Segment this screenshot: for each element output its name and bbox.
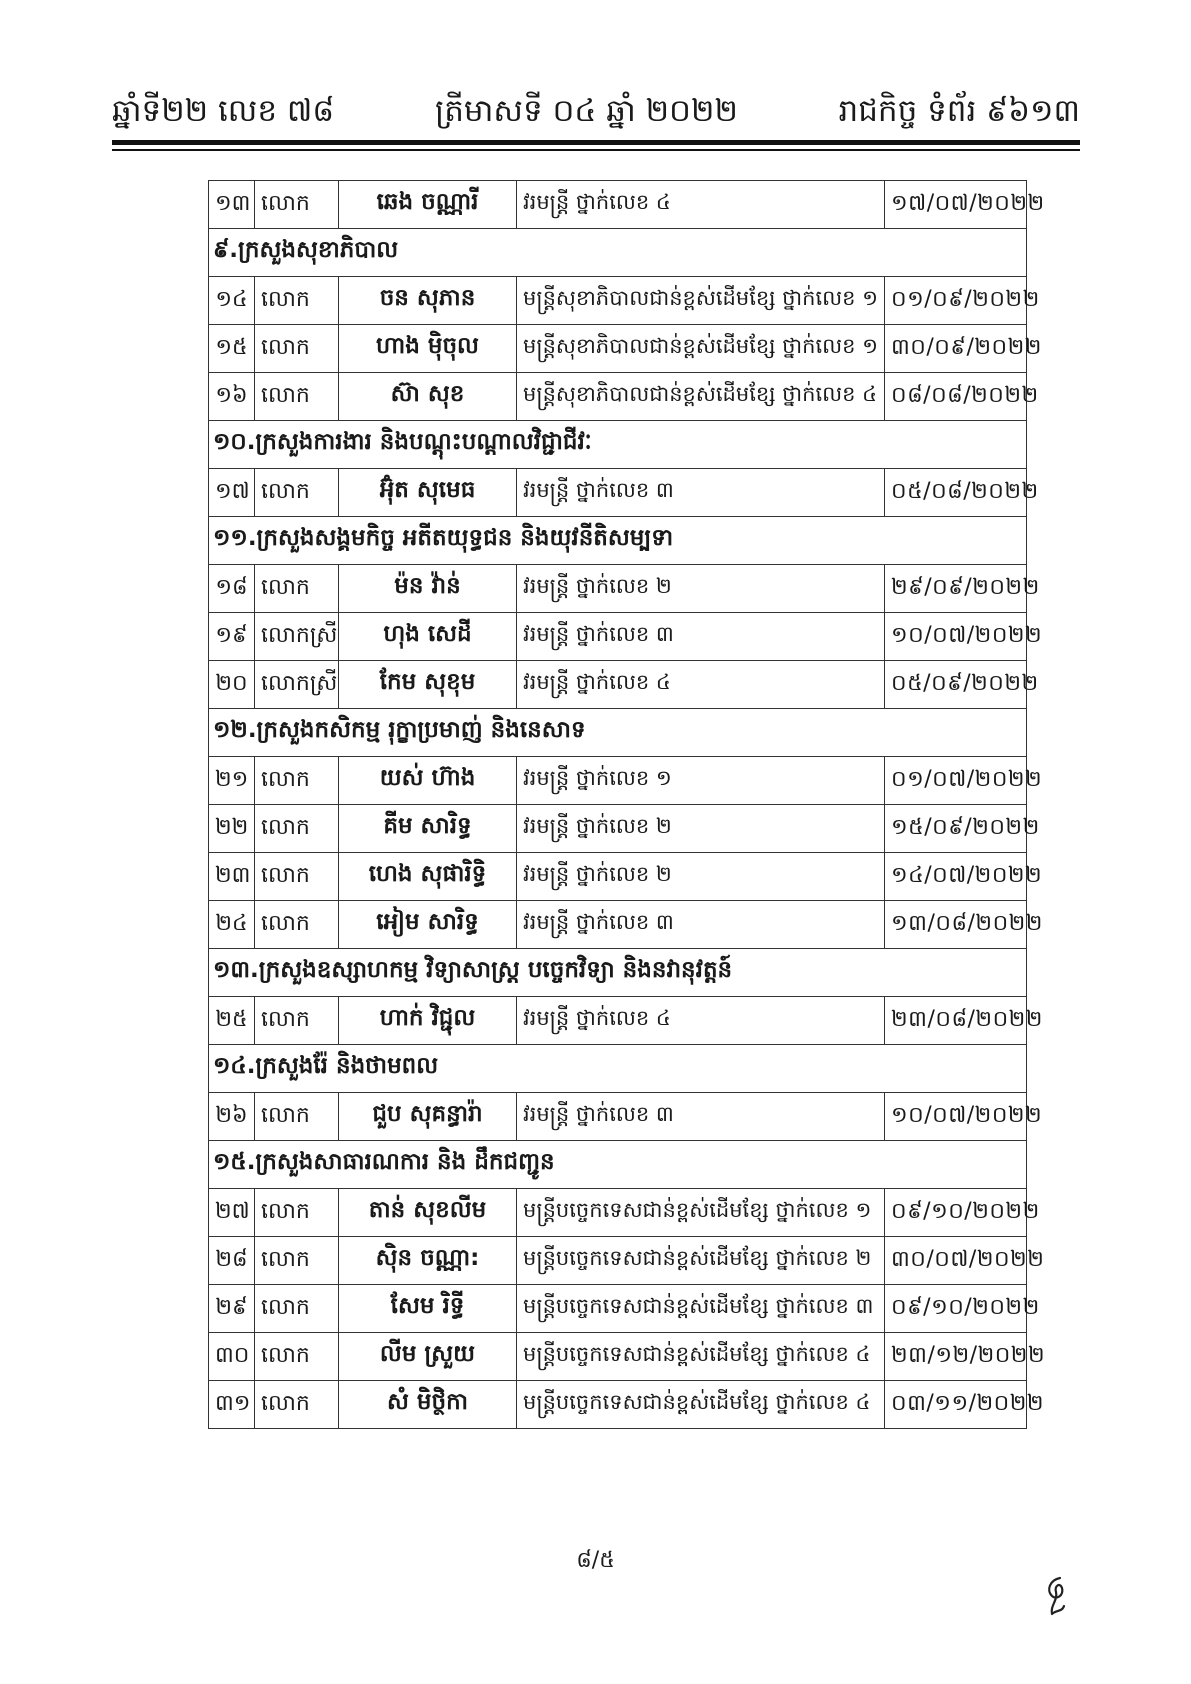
effective-date: ០៩/១០/២០២២ bbox=[885, 1189, 1027, 1237]
row-number: ១៧ bbox=[209, 469, 255, 517]
effective-date: ០១/០៧/២០២២ bbox=[885, 757, 1027, 805]
position-rank: វរមន្ត្រី ថ្នាក់លេខ ៣ bbox=[517, 469, 885, 517]
honorific: លោក bbox=[255, 901, 339, 949]
table-row bbox=[209, 661, 1027, 709]
person-name: ម៉ន វ៉ាន់ bbox=[339, 565, 517, 613]
table-row bbox=[209, 181, 1027, 229]
personnel-table-body bbox=[209, 181, 1046, 1429]
person-name: លីម ស្រួយ bbox=[339, 1333, 517, 1381]
section-header-row bbox=[209, 1045, 1027, 1093]
position-rank: វរមន្ត្រី ថ្នាក់លេខ ២ bbox=[517, 805, 885, 853]
honorific: លោក bbox=[255, 469, 339, 517]
section-header-row bbox=[209, 229, 1027, 277]
section-header-row bbox=[209, 517, 1027, 565]
section-title: ១១.ក្រសួងសង្គមកិច្ច អតីតយុទ្ធជន និងយុវនីតិសម្បទា bbox=[209, 517, 1027, 565]
row-number: ២៦ bbox=[209, 1093, 255, 1141]
honorific: លោក bbox=[255, 1237, 339, 1285]
position-rank: វរមន្ត្រី ថ្នាក់លេខ ១ bbox=[517, 757, 885, 805]
effective-date: ១៣/០៨/២០២២ bbox=[885, 901, 1027, 949]
table-row bbox=[209, 757, 1027, 805]
row-number: ៣០ bbox=[209, 1333, 255, 1381]
person-name: សំ មិថ្ថិកា bbox=[339, 1381, 517, 1429]
section-title: ១០.ក្រសួងការងារ និងបណ្តុះបណ្តាលវិជ្ជាជីវៈ bbox=[209, 421, 1027, 469]
position-rank: មន្ត្រីសុខាភិបាលជាន់ខ្ពស់ដើមខ្សែ ថ្នាក់លេខ ១ bbox=[517, 325, 885, 373]
person-name: ជួប សុគន្ធារ៉ា bbox=[339, 1093, 517, 1141]
honorific: លោក bbox=[255, 325, 339, 373]
row-number: ១៦ bbox=[209, 373, 255, 421]
header-issue: ឆ្នាំទី២២ លេខ ៧៨ bbox=[112, 93, 335, 129]
table-row bbox=[209, 1285, 1027, 1333]
effective-date: ០១/០៩/២០២២ bbox=[885, 277, 1027, 325]
position-rank: វរមន្ត្រី ថ្នាក់លេខ ៤ bbox=[517, 997, 885, 1045]
table-row bbox=[209, 373, 1027, 421]
person-name: ហុង សេដី bbox=[339, 613, 517, 661]
row-number: ១៩ bbox=[209, 613, 255, 661]
effective-date: ១០/០៧/២០២២ bbox=[885, 1093, 1027, 1141]
effective-date: ០៨/០៨/២០២២ bbox=[885, 373, 1027, 421]
honorific: លោក bbox=[255, 1189, 339, 1237]
personnel-table bbox=[208, 180, 1046, 1429]
section-header-row bbox=[209, 1141, 1027, 1189]
person-name: តាន់ សុខលីម bbox=[339, 1189, 517, 1237]
position-rank: មន្ត្រីបច្ចេកទេសជាន់ខ្ពស់ដើមខ្សែ ថ្នាក់លេខ ២ bbox=[517, 1237, 885, 1285]
person-name: ហាក់ វិជ្ជុល bbox=[339, 997, 517, 1045]
honorific: លោក bbox=[255, 997, 339, 1045]
position-rank: មន្ត្រីបច្ចេកទេសជាន់ខ្ពស់ដើមខ្សែ ថ្នាក់លេខ ៤ bbox=[517, 1381, 885, 1429]
table-row bbox=[209, 1189, 1027, 1237]
section-header-row bbox=[209, 421, 1027, 469]
personnel-table-container bbox=[208, 180, 1046, 1429]
row-number: ២៩ bbox=[209, 1285, 255, 1333]
header-quarter: ត្រីមាសទី ០៤ ឆ្នាំ ២០២២ bbox=[435, 93, 738, 129]
position-rank: វរមន្ត្រី ថ្នាក់លេខ ២ bbox=[517, 565, 885, 613]
row-number: ២៤ bbox=[209, 901, 255, 949]
section-header-row bbox=[209, 949, 1027, 997]
effective-date: ១៧/០៧/២០២២ bbox=[885, 181, 1027, 229]
person-name: សែម រិទ្ធី bbox=[339, 1285, 517, 1333]
page-number: ៨/៥ bbox=[576, 1548, 615, 1573]
person-name: យស់ ហ៊ាង bbox=[339, 757, 517, 805]
effective-date: ០៣/១១/២០២២ bbox=[885, 1381, 1027, 1429]
row-number: ២៣ bbox=[209, 853, 255, 901]
row-number: ៣១ bbox=[209, 1381, 255, 1429]
effective-date: ៣០/០៧/២០២២ bbox=[885, 1237, 1027, 1285]
table-row bbox=[209, 901, 1027, 949]
person-name: អ៊ុំត សុមេធ bbox=[339, 469, 517, 517]
honorific: លោក bbox=[255, 1093, 339, 1141]
section-title: ១៥.ក្រសួងសាធារណការ និង ដឹកជញ្ជូន bbox=[209, 1141, 1027, 1189]
person-name: កែម សុខុម bbox=[339, 661, 517, 709]
honorific: លោក bbox=[255, 373, 339, 421]
table-row bbox=[209, 613, 1027, 661]
honorific: លោក bbox=[255, 805, 339, 853]
row-number: ២០ bbox=[209, 661, 255, 709]
honorific: លោក bbox=[255, 757, 339, 805]
effective-date: ២៣/០៨/២០២២ bbox=[885, 997, 1027, 1045]
position-rank: មន្ត្រីសុខាភិបាលជាន់ខ្ពស់ដើមខ្សែ ថ្នាក់លេខ ៤ bbox=[517, 373, 885, 421]
header-rule-thin bbox=[112, 149, 1080, 151]
effective-date: ០៥/០៨/២០២២ bbox=[885, 469, 1027, 517]
effective-date: ១៥/០៩/២០២២ bbox=[885, 805, 1027, 853]
person-name: ឆេង ចណ្ណារី bbox=[339, 181, 517, 229]
table-row bbox=[209, 277, 1027, 325]
section-title: ១២.ក្រសួងកសិកម្ម រុក្ខាប្រមាញ់ និងនេសាទ bbox=[209, 709, 1027, 757]
honorific: លោកស្រី bbox=[255, 661, 339, 709]
position-rank: មន្ត្រីបច្ចេកទេសជាន់ខ្ពស់ដើមខ្សែ ថ្នាក់លេខ ១ bbox=[517, 1189, 885, 1237]
signature-initial-icon bbox=[1040, 1572, 1076, 1620]
section-title: ៩.ក្រសួងសុខាភិបាល bbox=[209, 229, 1027, 277]
person-name: ស៊ិន ចណ្ណា: bbox=[339, 1237, 517, 1285]
row-number: ២២ bbox=[209, 805, 255, 853]
person-name: ចន សុភាន bbox=[339, 277, 517, 325]
section-title: ១៤.ក្រសួងរ៉ែ និងថាមពល bbox=[209, 1045, 1027, 1093]
row-number: ១៤ bbox=[209, 277, 255, 325]
position-rank: វរមន្ត្រី ថ្នាក់លេខ ៤ bbox=[517, 181, 885, 229]
honorific: លោក bbox=[255, 565, 339, 613]
effective-date: ២៣/១២/២០២២ bbox=[885, 1333, 1027, 1381]
table-row bbox=[209, 853, 1027, 901]
honorific: លោក bbox=[255, 1381, 339, 1429]
row-number: ១៥ bbox=[209, 325, 255, 373]
row-number: ១៣ bbox=[209, 181, 255, 229]
section-title: ១៣.ក្រសួងឧស្សាហកម្ម វិទ្យាសាស្ត្រ បច្ចេកវិទ្យា និងនវានុវត្តន៍ bbox=[209, 949, 1027, 997]
row-number: ២១ bbox=[209, 757, 255, 805]
table-row bbox=[209, 325, 1027, 373]
table-row bbox=[209, 1093, 1027, 1141]
honorific: លោក bbox=[255, 853, 339, 901]
row-number: ២៥ bbox=[209, 997, 255, 1045]
position-rank: វរមន្ត្រី ថ្នាក់លេខ ៣ bbox=[517, 613, 885, 661]
table-row bbox=[209, 997, 1027, 1045]
person-name: ស៊ា សុខ bbox=[339, 373, 517, 421]
effective-date: ០៥/០៩/២០២២ bbox=[885, 661, 1027, 709]
honorific: លោក bbox=[255, 181, 339, 229]
page-header bbox=[112, 86, 1080, 146]
effective-date: ១០/០៧/២០២២ bbox=[885, 613, 1027, 661]
header-gazette-page: រាជកិច្ច ទំព័រ ៩៦១៣ bbox=[838, 93, 1080, 129]
position-rank: មន្ត្រីបច្ចេកទេសជាន់ខ្ពស់ដើមខ្សែ ថ្នាក់លេខ ៤ bbox=[517, 1333, 885, 1381]
effective-date: ២៩/០៩/២០២២ bbox=[885, 565, 1027, 613]
table-row bbox=[209, 469, 1027, 517]
honorific: លោក bbox=[255, 1285, 339, 1333]
table-row bbox=[209, 565, 1027, 613]
effective-date: ១៤/០៧/២០២២ bbox=[885, 853, 1027, 901]
honorific: លោក bbox=[255, 277, 339, 325]
header-rule-thick bbox=[112, 140, 1080, 145]
row-number: ២៨ bbox=[209, 1237, 255, 1285]
table-row bbox=[209, 1237, 1027, 1285]
position-rank: វរមន្ត្រី ថ្នាក់លេខ ២ bbox=[517, 853, 885, 901]
honorific: លោក bbox=[255, 1333, 339, 1381]
section-header-row bbox=[209, 709, 1027, 757]
position-rank: មន្ត្រីសុខាភិបាលជាន់ខ្ពស់ដើមខ្សែ ថ្នាក់លេខ ១ bbox=[517, 277, 885, 325]
table-row bbox=[209, 1333, 1027, 1381]
position-rank: វរមន្ត្រី ថ្នាក់លេខ ៣ bbox=[517, 1093, 885, 1141]
person-name: អៀម សារិទ្ធ bbox=[339, 901, 517, 949]
person-name: គីម សារិទ្ធ bbox=[339, 805, 517, 853]
effective-date: ៣០/០៩/២០២២ bbox=[885, 325, 1027, 373]
position-rank: មន្ត្រីបច្ចេកទេសជាន់ខ្ពស់ដើមខ្សែ ថ្នាក់លេខ ៣ bbox=[517, 1285, 885, 1333]
position-rank: វរមន្ត្រី ថ្នាក់លេខ ៣ bbox=[517, 901, 885, 949]
person-name: ហេង សុផារិទ្ធិ bbox=[339, 853, 517, 901]
person-name: ហាង ម៉ិចុល bbox=[339, 325, 517, 373]
effective-date: ០៩/១០/២០២២ bbox=[885, 1285, 1027, 1333]
position-rank: វរមន្ត្រី ថ្នាក់លេខ ៤ bbox=[517, 661, 885, 709]
row-number: ២៧ bbox=[209, 1189, 255, 1237]
honorific: លោកស្រី bbox=[255, 613, 339, 661]
row-number: ១៨ bbox=[209, 565, 255, 613]
table-row bbox=[209, 1381, 1027, 1429]
table-row bbox=[209, 805, 1027, 853]
